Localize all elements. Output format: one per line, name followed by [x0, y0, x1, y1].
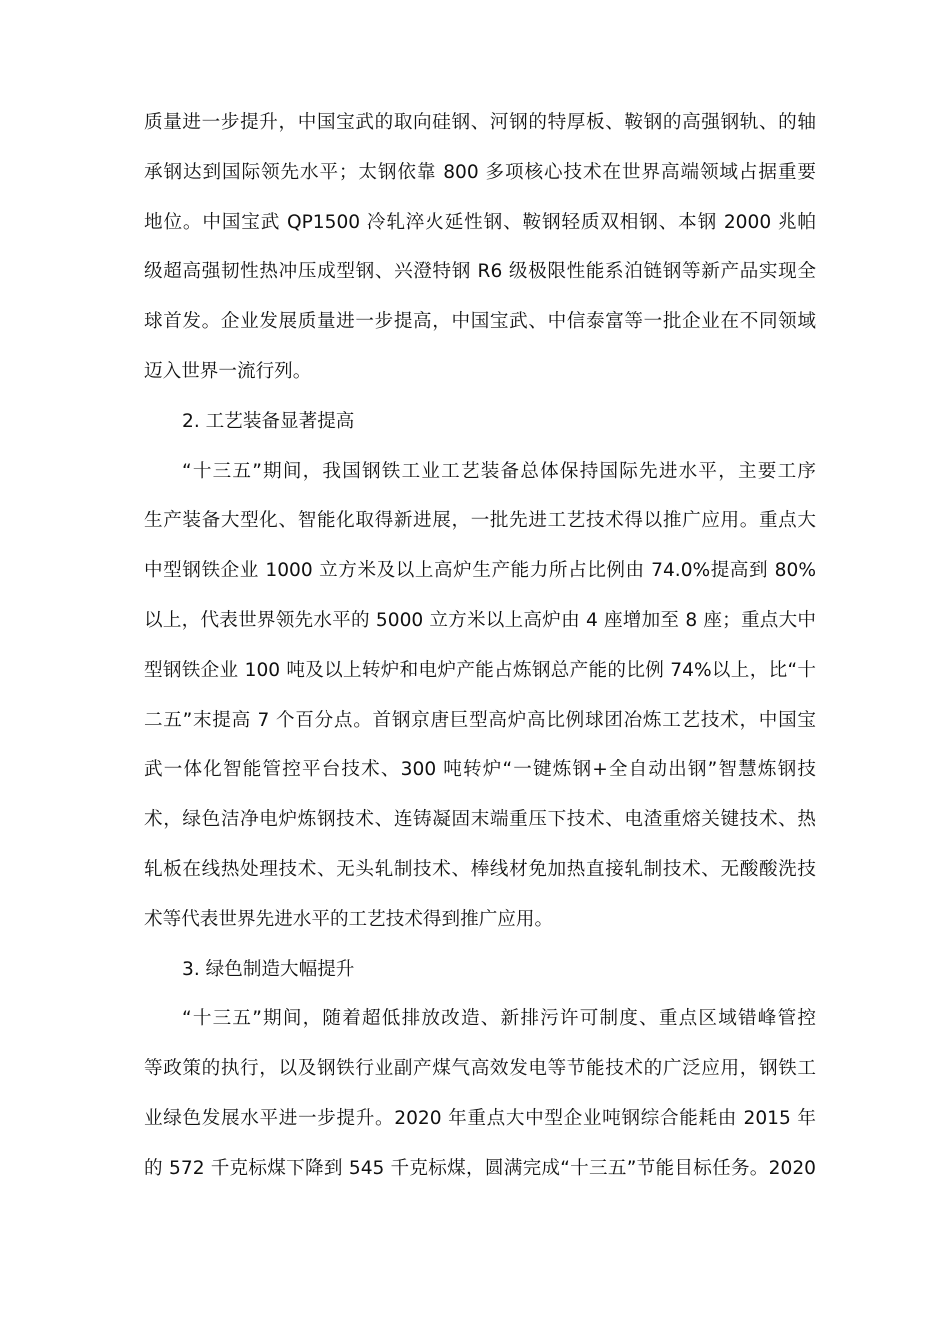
text-line: “十三五”期间，随着超低排放改造、新排污许可制度、重点区域错峰管控 — [182, 1008, 816, 1030]
text-line: 迈入世界一流行列。 — [144, 360, 312, 382]
text-line: 型钢铁企业 100 吨及以上转炉和电炉产能占炼钢总产能的比例 74%以上，比“十 — [144, 659, 816, 681]
text-line: 术等代表世界先进水平的工艺技术得到推广应用。 — [144, 908, 554, 930]
text-line: 业绿色发展水平进一步提升。2020 年重点大中型企业吨钢综合能耗由 2015 年 — [144, 1107, 816, 1129]
text-line: “十三五”期间，我国钢铁工业工艺装备总体保持国际先进水平，主要工序 — [182, 460, 816, 482]
text-line: 地位。中国宝武 QP1500 冷轧淬火延性钢、鞍钢轻质双相钢、本钢 2000 兆帕 — [144, 211, 816, 233]
text-line: 以上，代表世界领先水平的 5000 立方米以上高炉由 4 座增加至 8 座；重点大中 — [144, 609, 816, 631]
text-line: 球首发。企业发展质量进一步提高，中国宝武、中信泰富等一批企业在不同领域 — [144, 311, 816, 333]
section-heading: 3. 绿色制造大幅提升 — [182, 958, 355, 980]
text-line: 二五”末提高 7 个百分点。首钢京唐巨型高炉高比例球团冶炼工艺技术，中国宝 — [144, 709, 816, 731]
text-line: 中型钢铁企业 1000 立方米及以上高炉生产能力所占比例由 74.0%提高到 80% — [144, 560, 816, 582]
text-line: 质量进一步提升，中国宝武的取向硅钢、河钢的特厚板、鞍钢的高强钢轨、的轴 — [144, 112, 816, 133]
text-line: 承钢达到国际领先水平；太钢依靠 800 多项核心技术在世界高端领域占据重要 — [144, 161, 816, 183]
text-line: 的 572 千克标煤下降到 545 千克标煤，圆满完成“十三五”节能目标任务。2020 — [144, 1157, 816, 1179]
document-body — [144, 98, 816, 1194]
text-line: 轧板在线热处理技术、无头轧制技术、棒线材免加热直接轧制技术、无酸酸洗技 — [144, 858, 816, 880]
text-line: 等政策的执行，以及钢铁行业副产煤气高效发电等节能技术的广泛应用，钢铁工 — [144, 1058, 816, 1080]
text-line: 级超高强韧性热冲压成型钢、兴澄特钢 R6 级极限性能系泊链钢等新产品实现全 — [144, 261, 816, 283]
text-line: 武一体化智能管控平台技术、300 吨转炉“一键炼钢+全自动出钢”智慧炼钢技 — [144, 759, 816, 781]
section-heading: 2. 工艺装备显著提高 — [182, 410, 355, 432]
text-line: 生产装备大型化、智能化取得新进展，一批先进工艺技术得以推广应用。重点大 — [144, 510, 816, 532]
text-line: 术，绿色洁净电炉炼钢技术、连铸凝固末端重压下技术、电渣重熔关键技术、热 — [144, 809, 816, 831]
